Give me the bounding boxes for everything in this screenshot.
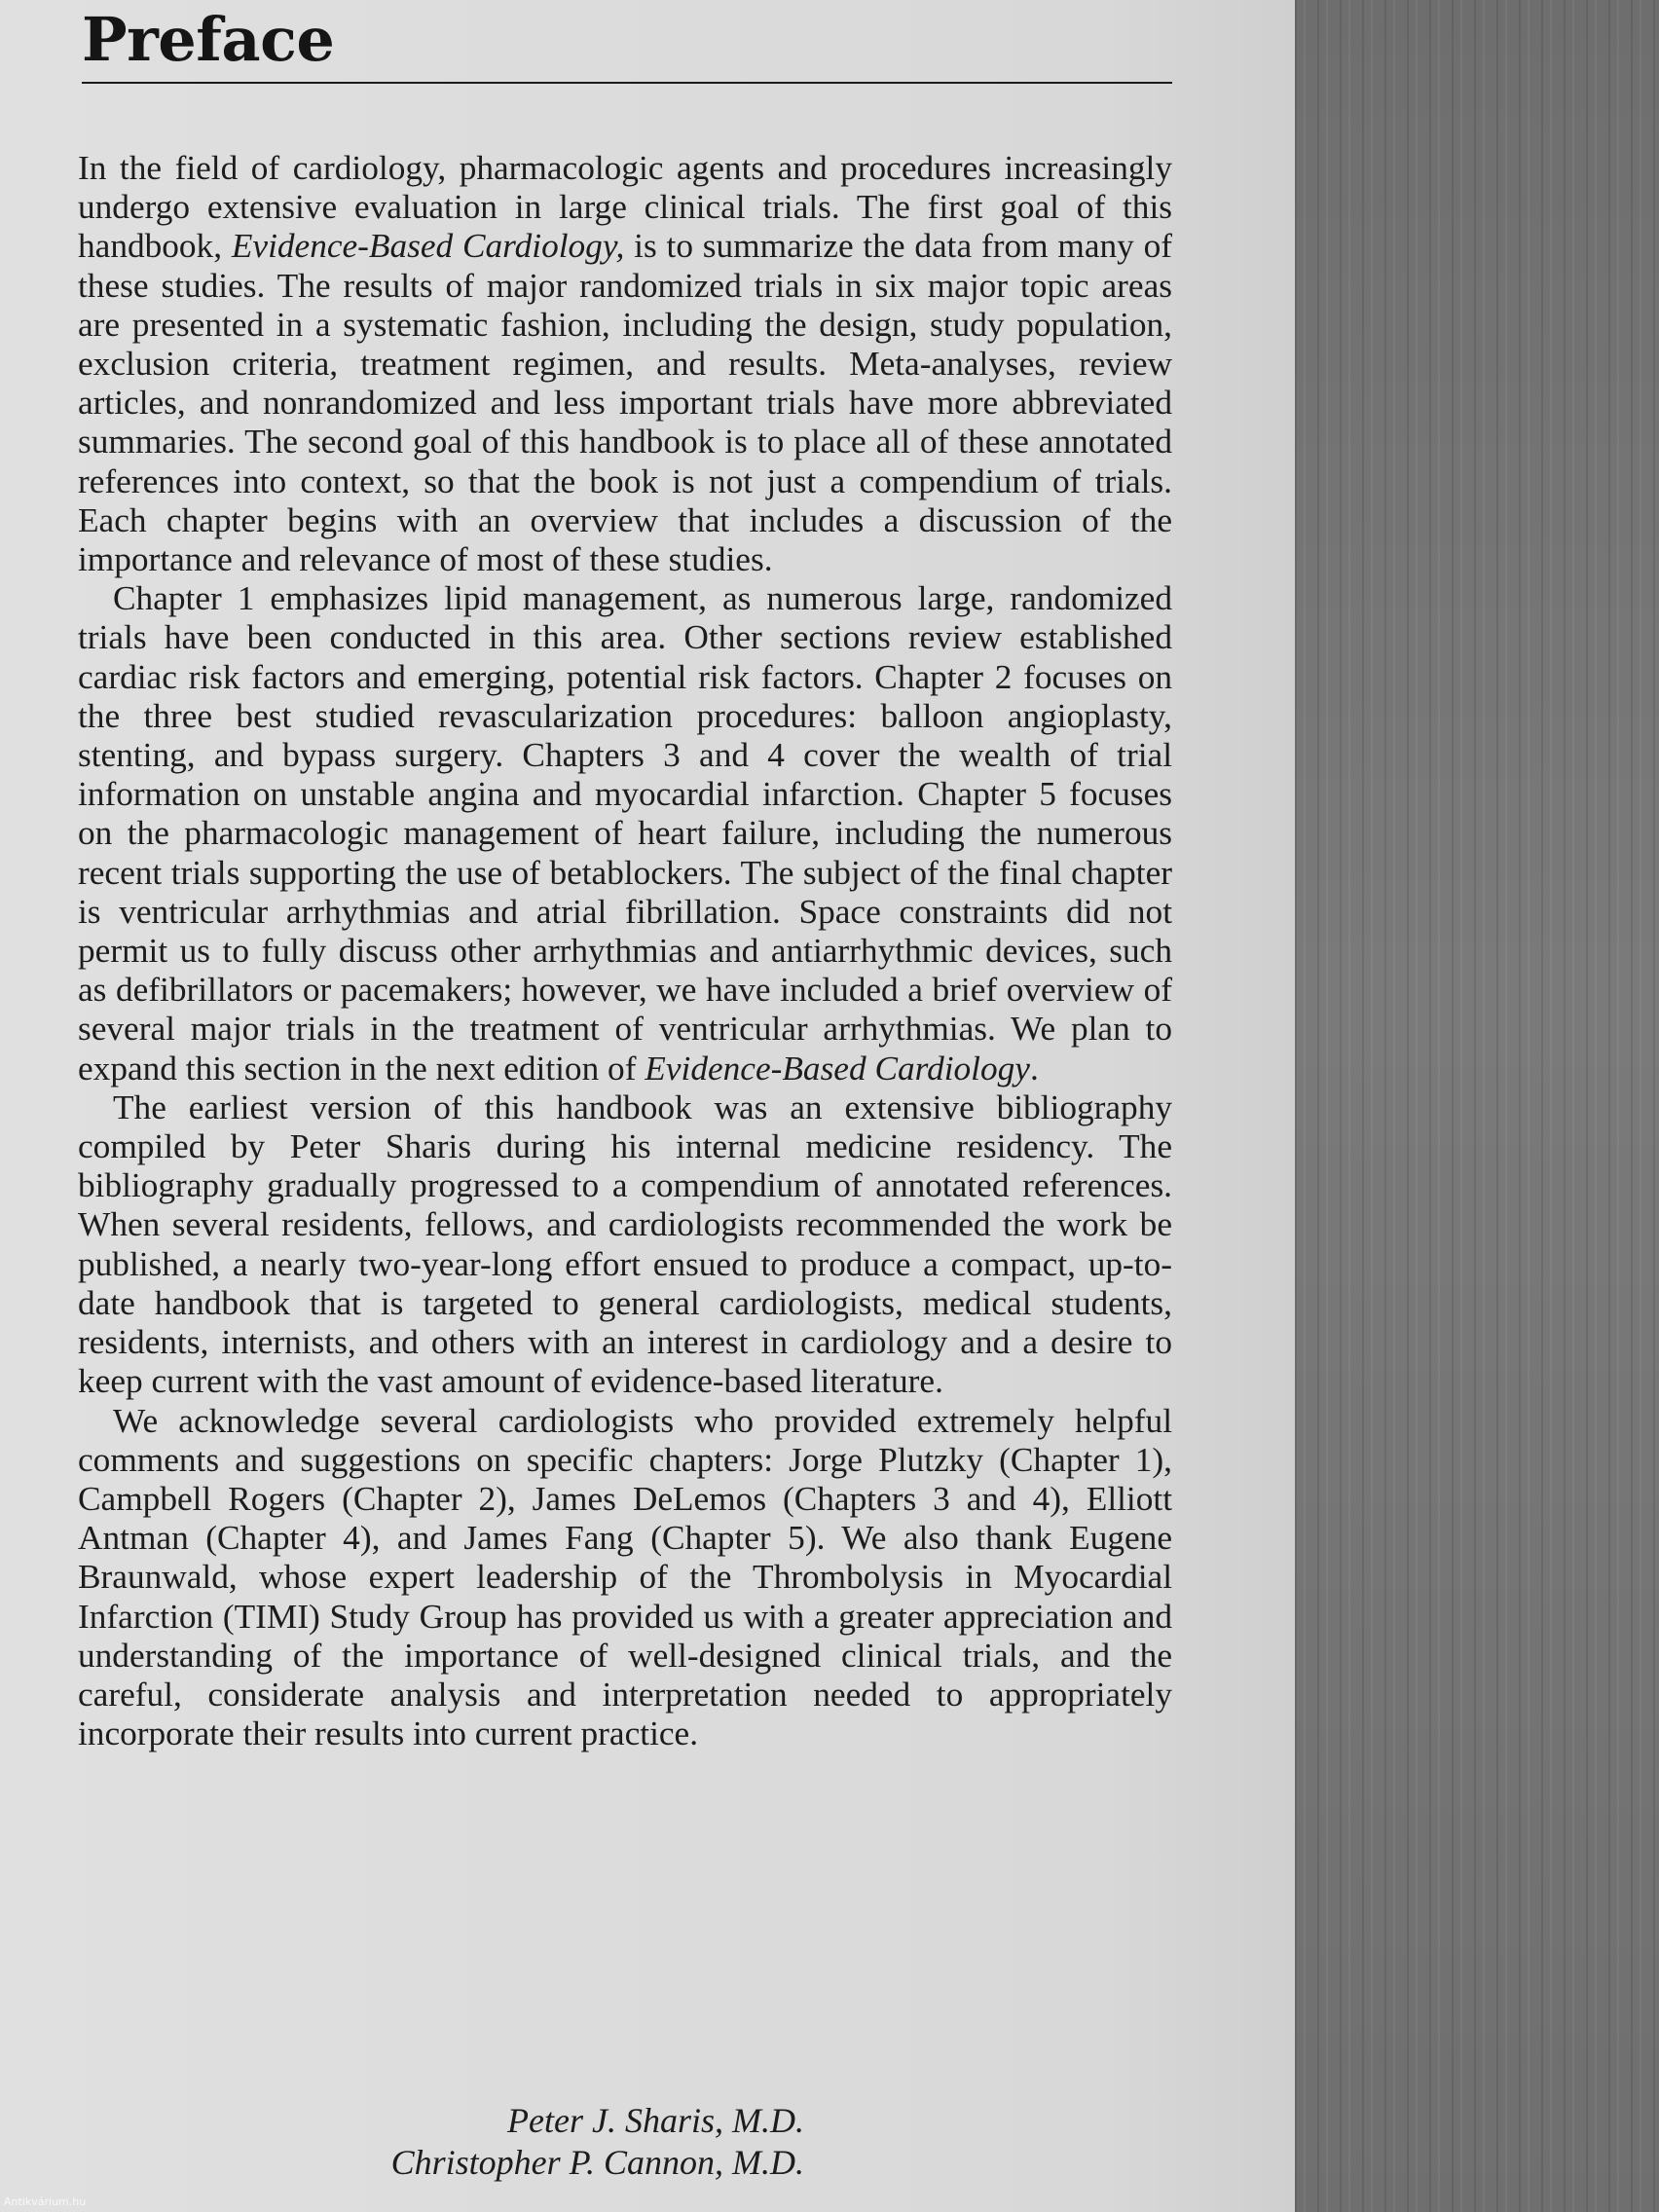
paragraph-text: In the field of cardiology, pharmacologic agents and procedures increasingly undergo extensive evaluation in large clinical trials. The first goal of this handbook, <box>78 149 1172 266</box>
paragraph-3 <box>78 1088 1172 1402</box>
page-title: Preface <box>82 4 335 75</box>
paragraph-text: is to summarize the data from many of these studies. The results of major randomized trials in six major topic areas are presented in a systematic fashion, including the design, study population, exclusion criteria, treatment regimen, and results. Meta-analyses, review articles, and nonrandomized and less important trials have more abbreviated summaries. The second goal of this handbook is to place all of these annotated references into context, so that the book is not just a compendium of trials. Each chapter begins with an overview that includes a discussion of the importance and relevance of most of these studies. <box>78 227 1172 579</box>
heading-rule <box>82 2 1172 84</box>
paragraph-4 <box>78 1402 1172 1754</box>
paragraph-2 <box>78 579 1172 1088</box>
paragraph-text: We acknowledge several cardiologists who provided extremely helpful comments and suggestions on specific chapters: Jorge Plutzky (Chapter 1), Campbell Rogers (Chapter 2), James DeLemos (Chapters 3 and 4), Elliott Antman (Chapter 4), and James Fang (Chapter 5). We also thank Eugene Braunwald, whose expert leadership of the Thrombolysis in Myocardial Infarction (TIMI) Study Group has provided us with a greater appreciation and understanding of the importance of well-designed clinical trials, and the careful, considerate analysis and interpretation needed to appropriately incorporate their results into current practice. <box>78 1401 1172 1753</box>
paragraph-text: Chapter 1 emphasizes lipid management, as numerous large, randomized trials have been conducted in this area. Other sections review established cardiac risk factors and emerging, potential risk factors. Chapter 2 focuses on the three best studied revascularization procedures: balloon angioplasty, stenting, and bypass surgery. Chapters 3 and 4 cover the wealth of trial information on unstable angina and myocardial infarction. Chapter 5 focuses on the pharmacologic management of heart failure, including the numerous recent trials supporting the use of betablockers. The subject of the final chapter is ventricular arrhythmias and atrial fibrillation. Space constraints did not permit us to fully discuss other arrhythmias and antiarrhythmic devices, such as defibrillators or pacemakers; however, we have included a brief overview of several major trials in the treatment of ventricular arrhythmias. We plan to expand this section in the next edition of <box>78 579 1172 1088</box>
author-name: Christopher P. Cannon, M.D. <box>390 2143 804 2182</box>
author-name: Peter J. Sharis, M.D. <box>507 2101 804 2140</box>
watermark: Antikvárium.hu <box>4 2195 87 2208</box>
book-title-italic: Evidence-Based Cardiology <box>645 1049 1030 1088</box>
paragraph-text: . <box>1029 1049 1039 1088</box>
paragraph-1 <box>78 149 1172 579</box>
author-signatures <box>391 2100 804 2184</box>
book-title-italic: Evidence-Based Cardiology, <box>231 227 625 266</box>
paragraph-text: The earliest version of this handbook was an extensive bibliography compiled by Peter Sharis during his internal medicine residency. The bibliography gradually progressed to a compendium of annotated references. When several residents, fellows, and cardiologists recommended the work be published, a nearly two-year-long effort ensued to produce a compact, up-to-date handbook that is targeted to general cardiologists, medical students, residents, internists, and others with an interest in cardiology and a desire to keep current with the vast amount of evidence-based literature. <box>78 1088 1172 1401</box>
page-edge-background <box>1295 0 1659 2212</box>
preface-body <box>78 149 1172 1753</box>
